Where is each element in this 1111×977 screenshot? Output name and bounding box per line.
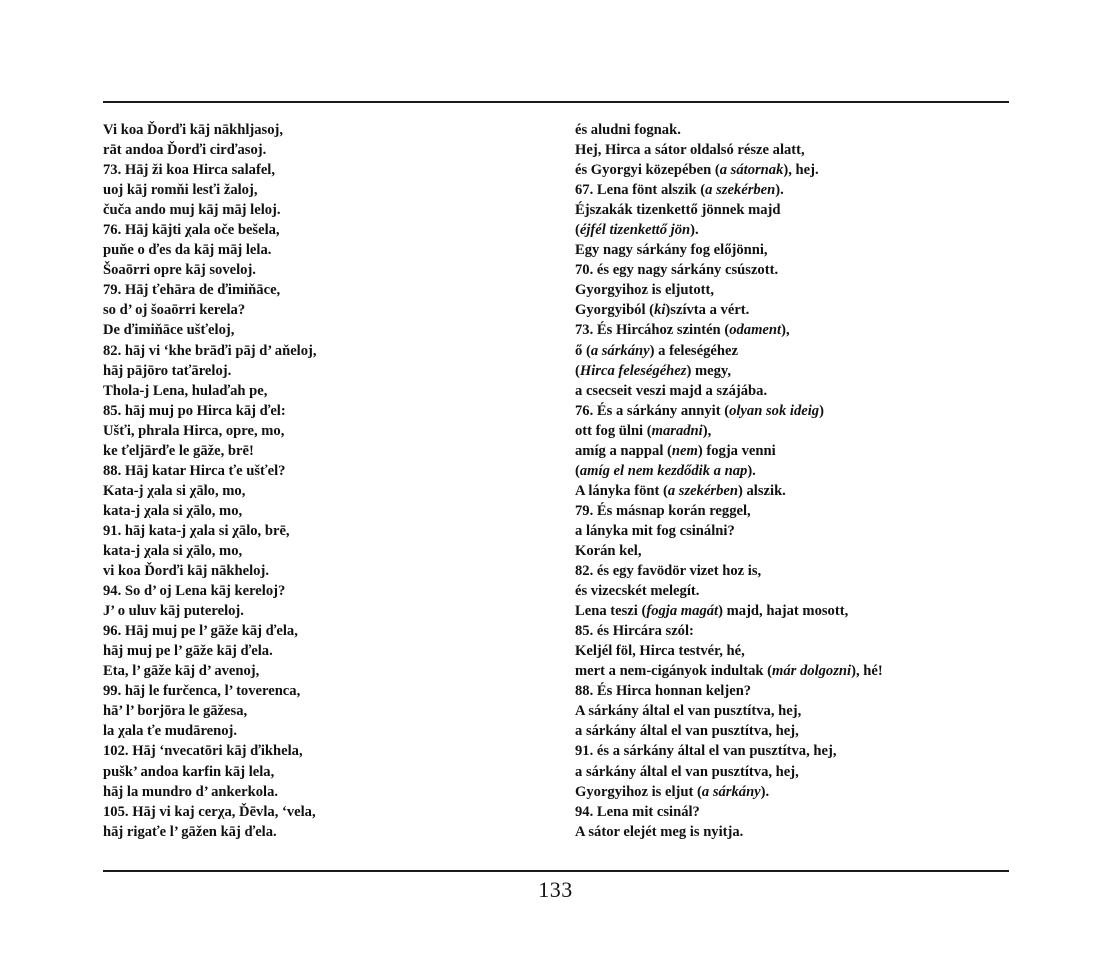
gloss-italic: éjfél tizenkettő jön bbox=[579, 222, 691, 239]
verse-line: ke ťeljārďe le gāže, brē! bbox=[103, 442, 254, 459]
gloss-italic: már dolgozni bbox=[772, 663, 852, 680]
verse-line: 79. Hāj ťehāra de ďimiňāce, bbox=[103, 282, 281, 299]
verse-line: 73. Hāj ži koa Hirca salafel, bbox=[103, 162, 275, 179]
romani-text-column bbox=[103, 120, 543, 842]
translation-text: Gyorgyiból ( bbox=[575, 302, 655, 319]
gloss-italic: ki bbox=[654, 302, 666, 319]
translation-line bbox=[575, 140, 1015, 160]
verse-line: 88. Hāj katar Hirca ťe ušťel? bbox=[103, 462, 286, 479]
gloss-italic: a sárkány bbox=[701, 783, 761, 800]
translation-line bbox=[575, 802, 1015, 822]
gloss-italic: Hirca feleségéhez bbox=[579, 362, 687, 379]
verse-line: 99. hāj le furčenca, l’ toverenca, bbox=[103, 683, 301, 700]
verse-line: 85. hāj muj po Hirca kāj ďel: bbox=[103, 402, 286, 419]
translation-line bbox=[575, 320, 1015, 340]
translation-line bbox=[575, 501, 1015, 521]
gloss-italic: a szekérben bbox=[667, 482, 738, 499]
translation-text: ) bbox=[819, 402, 824, 419]
translation-text: ), hej. bbox=[783, 162, 819, 179]
verse-line: 94. So d’ oj Lena kāj kereloj? bbox=[103, 583, 286, 600]
verse-line: 96. Hāj muj pe l’ gāže kāj ďela, bbox=[103, 623, 298, 640]
verse-line: 76. Hāj kājti χala oče bešela, bbox=[103, 222, 280, 239]
translation-line bbox=[575, 641, 1015, 661]
translation-text: ). bbox=[775, 182, 784, 199]
translation-text: ) majd, hajat mosott, bbox=[718, 603, 849, 620]
translation-line bbox=[575, 822, 1015, 842]
translation-line bbox=[575, 541, 1015, 561]
translation-line bbox=[575, 200, 1015, 220]
verse-line: 91. hāj kata-j χala si χālo, brē, bbox=[103, 522, 290, 539]
translation-text: A sátor elejét meg is nyitja. bbox=[575, 823, 744, 840]
translation-text: ) fogja venni bbox=[697, 442, 776, 459]
gloss-italic: a sárkány bbox=[590, 342, 650, 359]
page-number: 133 bbox=[538, 877, 573, 902]
translation-text: Lena teszi ( bbox=[575, 603, 647, 620]
verse-line: puňe o ďes da kāj māj lela. bbox=[103, 242, 272, 259]
verse-line: uoj kāj romňi lesťi žaloj, bbox=[103, 182, 258, 199]
verse-line: Kata-j χala si χālo, mo, bbox=[103, 482, 246, 499]
translation-text: Gyorgyihoz is eljut ( bbox=[575, 783, 702, 800]
translation-line bbox=[575, 160, 1015, 180]
translation-line bbox=[575, 661, 1015, 681]
translation-line bbox=[575, 381, 1015, 401]
translation-text: ) alszik. bbox=[738, 482, 786, 499]
verse-line: so d’ oj šoaōrri kerela? bbox=[103, 302, 246, 319]
hungarian-translation-column bbox=[575, 120, 1015, 842]
translation-text: amíg a nappal ( bbox=[575, 442, 672, 459]
verse-line: vi koa Ďorďi kāj nākheloj. bbox=[103, 563, 269, 580]
translation-text: mert a nem-cigányok indultak ( bbox=[575, 663, 773, 680]
translation-text: ( bbox=[575, 462, 580, 479]
translation-text: 85. és Hircára szól: bbox=[575, 623, 694, 640]
translation-text: Hej, Hirca a sátor oldalsó része alatt, bbox=[575, 142, 805, 159]
translation-line bbox=[575, 441, 1015, 461]
gloss-italic: nem bbox=[671, 442, 698, 459]
verse-line: hā’ l’ borjōra le gāžesa, bbox=[103, 703, 248, 720]
translation-text: ) a feleségéhez bbox=[649, 342, 738, 359]
verse-line: Šoaōrri opre kāj soveloj. bbox=[103, 262, 256, 279]
translation-line bbox=[575, 341, 1015, 361]
translation-line bbox=[575, 561, 1015, 581]
verse-line: Eta, l’ gāže kāj d’ avenoj, bbox=[103, 663, 260, 680]
translation-text: a sárkány által el van pusztítva, hej, bbox=[575, 723, 799, 740]
verse-line: kata-j χala si χālo, mo, bbox=[103, 542, 243, 559]
translation-text: ). bbox=[747, 462, 756, 479]
translation-line bbox=[575, 260, 1015, 280]
translation-line bbox=[575, 461, 1015, 481]
translation-text: 94. Lena mit csinál? bbox=[575, 803, 700, 820]
translation-line bbox=[575, 240, 1015, 260]
translation-line bbox=[575, 621, 1015, 641]
verse-line: 102. Hāj ‘nvecatōri kāj ďikhela, bbox=[103, 743, 303, 760]
gloss-italic: fogja magát bbox=[646, 603, 719, 620]
translation-line bbox=[575, 721, 1015, 741]
translation-line bbox=[575, 401, 1015, 421]
verse-line: rāt andoa Ďorďi cirďasoj. bbox=[103, 142, 267, 159]
translation-text: Keljél föl, Hirca testvér, hé, bbox=[575, 643, 745, 660]
translation-text: ( bbox=[575, 362, 580, 379]
translation-line bbox=[575, 701, 1015, 721]
verse-line: Vi koa Ďorďi kāj nākhljasoj, bbox=[103, 122, 284, 138]
translation-line bbox=[575, 180, 1015, 200]
translation-line bbox=[575, 481, 1015, 501]
translation-line bbox=[575, 120, 1015, 140]
translation-text: és aludni fognak. bbox=[575, 122, 681, 138]
translation-text: 76. És a sárkány annyit ( bbox=[575, 402, 730, 419]
translation-line bbox=[575, 521, 1015, 541]
translation-line bbox=[575, 581, 1015, 601]
translation-text: a lányka mit fog csinálni? bbox=[575, 522, 735, 539]
translation-text: ott fog ülni ( bbox=[575, 422, 652, 439]
translation-line bbox=[575, 300, 1015, 320]
translation-line bbox=[575, 681, 1015, 701]
verse-line: Thola-j Lena, hulaďah pe, bbox=[103, 382, 268, 399]
gloss-italic: olyan sok ideig bbox=[729, 402, 820, 419]
translation-text: ), hé! bbox=[851, 663, 883, 680]
verse-line: Ušťi, phrala Hirca, opre, mo, bbox=[103, 422, 285, 439]
translation-text: ), bbox=[702, 422, 712, 439]
translation-text: Gyorgyihoz is eljutott, bbox=[575, 282, 715, 299]
verse-line: hāj pājōro taťāreloj. bbox=[103, 362, 232, 379]
translation-line bbox=[575, 220, 1015, 240]
translation-text: ő ( bbox=[575, 342, 591, 359]
translation-line bbox=[575, 762, 1015, 782]
translation-text: 91. és a sárkány által el van pusztítva, hej, bbox=[575, 743, 837, 760]
translation-text: ) megy, bbox=[686, 362, 732, 379]
verse-line: hāj la mundro d’ ankerkola. bbox=[103, 783, 279, 800]
verse-line: De ďimiňāce ušťeloj, bbox=[103, 322, 235, 339]
translation-text: Egy nagy sárkány fog előjönni, bbox=[575, 242, 768, 259]
verse-line: pušk’ andoa karfin kāj lela, bbox=[103, 763, 275, 780]
verse-line: čuča ando muj kāj māj leloj. bbox=[103, 202, 281, 219]
verse-line: la χala ťe mudārenoj. bbox=[103, 723, 238, 740]
gloss-italic: amíg el nem kezdődik a nap bbox=[579, 462, 748, 479]
verse-line: hāj muj pe l’ gāže kāj ďela. bbox=[103, 643, 273, 660]
translation-text: )szívta a vért. bbox=[665, 302, 750, 319]
translation-line bbox=[575, 741, 1015, 761]
translation-line bbox=[575, 280, 1015, 300]
translation-text: 82. és egy favödör vizet hoz is, bbox=[575, 563, 762, 580]
gloss-italic: odament bbox=[729, 322, 782, 339]
translation-text: 88. És Hirca honnan keljen? bbox=[575, 683, 752, 700]
verse-line: hāj rigaťe l’ gāžen kāj ďela. bbox=[103, 823, 277, 840]
translation-text: A sárkány által el van pusztítva, hej, bbox=[575, 703, 802, 720]
translation-line bbox=[575, 361, 1015, 381]
translation-text: 70. és egy nagy sárkány csúszott. bbox=[575, 262, 779, 279]
translation-line bbox=[575, 782, 1015, 802]
verse-line: kata-j χala si χālo, mo, bbox=[103, 502, 243, 519]
translation-text: és vizecskét melegít. bbox=[575, 583, 700, 600]
verse-line: 82. hāj vi ‘khe brāďi pāj d’ aňeloj, bbox=[103, 342, 317, 359]
translation-text: ). bbox=[760, 783, 770, 800]
translation-text: ), bbox=[781, 322, 790, 339]
translation-text: a csecseit veszi majd a szájába. bbox=[575, 382, 768, 399]
translation-line bbox=[575, 421, 1015, 441]
translation-text: 79. És másnap korán reggel, bbox=[575, 502, 751, 519]
translation-text: 67. Lena fönt alszik ( bbox=[575, 182, 706, 199]
bottom-rule bbox=[103, 870, 1009, 872]
gloss-italic: a sátornak bbox=[719, 162, 784, 179]
translation-text: ( bbox=[575, 222, 580, 239]
translation-text: Éjszakák tizenkettő jönnek majd bbox=[575, 202, 781, 219]
translation-line bbox=[575, 601, 1015, 621]
top-rule bbox=[103, 101, 1009, 103]
translation-text: ). bbox=[690, 222, 699, 239]
gloss-italic: a szekérben bbox=[705, 182, 776, 199]
translation-text: és Gyorgyi közepében ( bbox=[575, 162, 720, 179]
translation-text: 73. És Hircához szintén ( bbox=[575, 322, 730, 339]
verse-line: J’ o uluv kāj putereloj. bbox=[103, 603, 244, 620]
translation-text: Korán kel, bbox=[575, 542, 642, 559]
verse-line: 105. Hāj vi kaj cerχa, Ďēvla, ‘vela, bbox=[103, 803, 316, 820]
translation-text: a sárkány által el van pusztítva, hej, bbox=[575, 763, 799, 780]
gloss-italic: maradni bbox=[651, 422, 703, 439]
translation-text: A lányka fönt ( bbox=[575, 482, 668, 499]
